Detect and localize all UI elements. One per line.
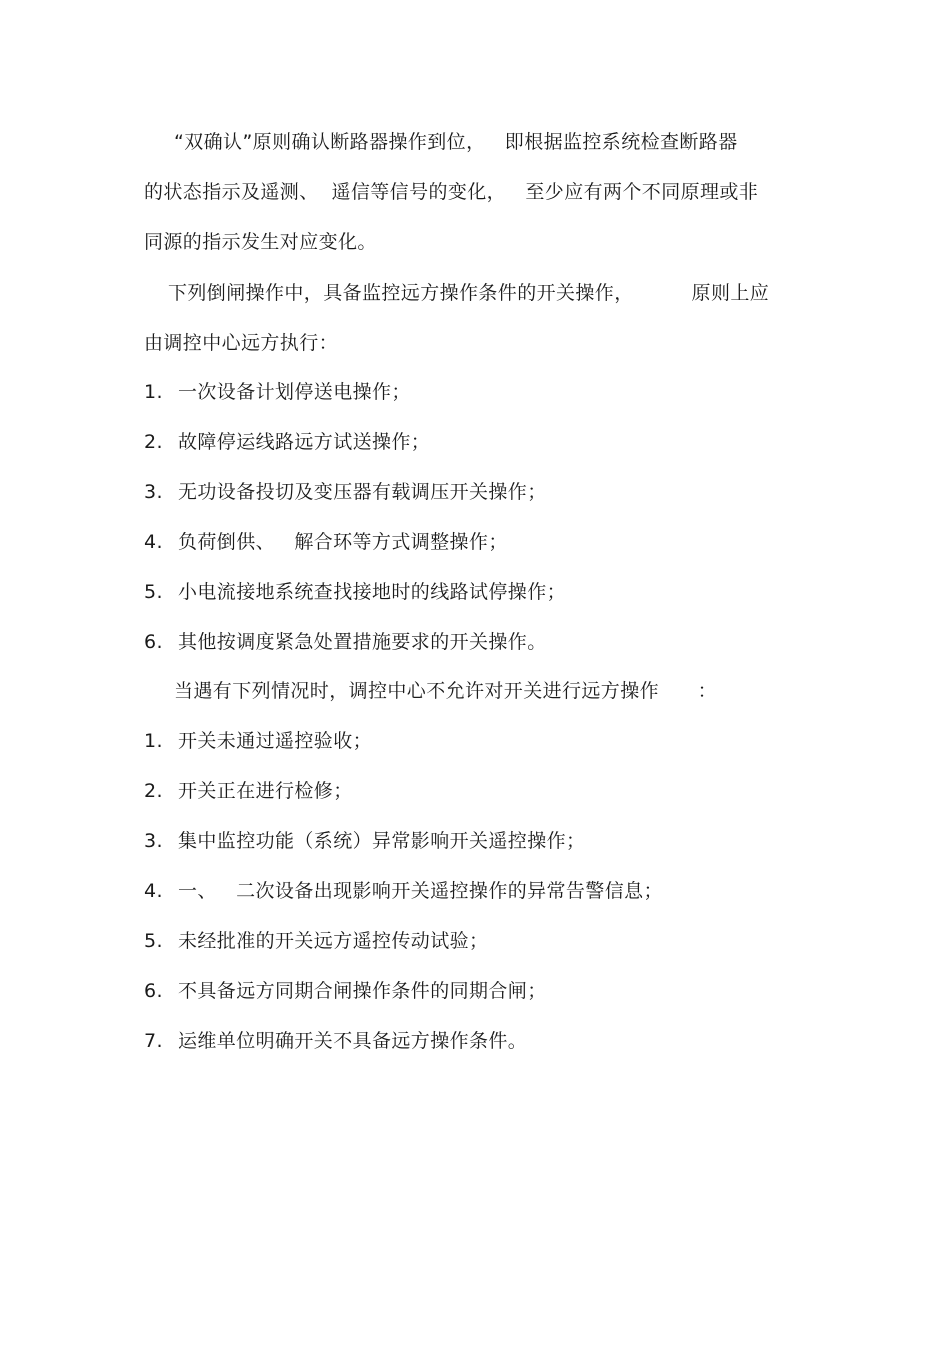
list-item [144,430,430,454]
list-text: 小电流接地系统查找接地时的线路试停操作； [178,581,567,603]
list-text: 一、 二次设备出现影响开关遥控操作的异常告警信息； [178,880,663,902]
list-number: 5. [144,581,163,603]
list-item [144,729,372,753]
list-item [144,979,547,1003]
list-number: 6. [144,631,163,653]
list-number: 4. [144,880,163,902]
list-number: 7. [144,1030,163,1052]
list-text: 开关正在进行检修； [178,780,353,802]
list-item [144,480,547,504]
list-item [144,580,566,604]
list-text: 无功设备投切及变压器有载调压开关操作； [178,481,547,503]
paragraph-line: 同源的指示发生对应变化。 [144,231,377,253]
list-text: 负荷倒供、 解合环等方式调整操作； [178,531,508,553]
list-item [144,929,488,953]
list-text: 集中监控功能（系统）异常影响开关遥控操作； [178,830,586,852]
list-number: 5. [144,930,163,952]
list-number: 6. [144,980,163,1002]
paragraph-line: 下列倒闸操作中，具备监控远方操作条件的开关操作， 原则上应 [168,282,770,304]
list-text: 不具备远方同期合闸操作条件的同期合闸； [178,980,547,1002]
list-item [144,879,663,903]
list-item [144,779,353,803]
paragraph-line: 当遇有下列情况时，调控中心不允许对开关进行远方操作 ： [174,680,718,702]
list-item [144,1029,527,1053]
paragraph-line: “双确认”原则确认断路器操作到位， 即根据监控系统检查断路器 [174,131,738,153]
list-number: 2. [144,431,163,453]
paragraph-line: 的状态指示及遥测、 遥信等信号的变化， 至少应有两个不同原理或非 [144,181,759,203]
list-item [144,530,508,554]
list-number: 3. [144,830,163,852]
list-number: 1. [144,381,163,403]
list-text: 未经批准的开关远方遥控传动试验； [178,930,489,952]
list-text: 开关未通过遥控验收； [178,730,373,752]
list-text: 一次设备计划停送电操作； [178,381,411,403]
paragraph-line: 由调控中心远方执行： [144,332,339,354]
list-number: 2. [144,780,163,802]
list-text: 其他按调度紧急处置措施要求的开关操作。 [178,631,547,653]
list-text: 故障停运线路远方试送操作； [178,431,431,453]
list-item [144,380,411,404]
list-item [144,829,585,853]
list-item [144,630,547,654]
list-text: 运维单位明确开关不具备远方操作条件。 [178,1030,528,1052]
list-number: 3. [144,481,163,503]
list-number: 1. [144,730,163,752]
list-number: 4. [144,531,163,553]
